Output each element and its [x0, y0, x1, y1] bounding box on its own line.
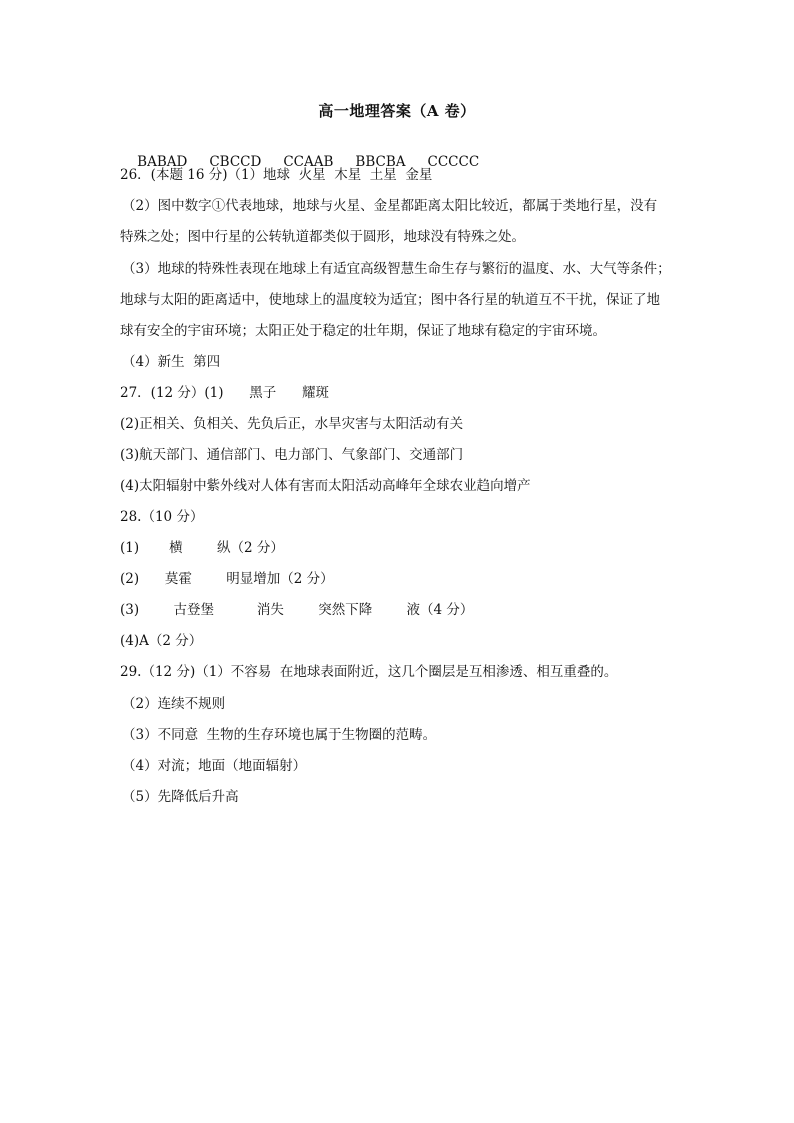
q26-part3-line1: （3）地球的特殊性表现在地球上有适宜高级智慧生命生存与繁衍的温度、水、大气等条件；	[122, 261, 671, 277]
answer-group-4: BBCBA	[355, 154, 406, 170]
q29-heading: 29.（12 分)（1）不容易 在地球表面附近，这几个圈层是互相渗透、相互重叠的。	[120, 664, 618, 680]
answer-group-2: CBCCD	[209, 154, 262, 170]
answer-group-1: BABAD	[137, 154, 188, 170]
q27-part4: (4)太阳辐射中紫外线对人体有害而太阳活动高峰年全球农业趋向增产	[120, 478, 531, 494]
q28-heading: 28.（10 分）	[120, 509, 204, 525]
q26-part3-line3: 球有安全的宇宙环境；太阳正处于稳定的壮年期，保证了地球有稳定的宇宙环境。	[120, 323, 606, 339]
q26-part3-line2: 地球与太阳的距离适中，使地球上的温度较为适宜；图中各行星的轨道互不干扰，保证了地	[120, 292, 660, 308]
q27-part3: (3)航天部门、通信部门、电力部门、气象部门、交通部门	[120, 447, 464, 463]
q29-part4: （4）对流；地面（地面辐射）	[122, 758, 307, 774]
q26-part4: （4）新生 第四	[122, 354, 221, 370]
page-title: 高一地理答案（A 卷）	[318, 102, 476, 120]
q27-heading: 27．(12 分）(1) 黑子 耀斑	[120, 385, 330, 401]
q28-part4: (4)A（2 分）	[120, 633, 203, 649]
answer-group-3: CCAAB	[283, 154, 334, 170]
q29-part5: （5）先降低后升高	[122, 789, 239, 805]
q29-part2: （2）连续不规则	[122, 696, 226, 712]
q26-part2-line1: （2）图中数字①代表地球，地球与火星、金星都距离太阳比较近，都属于类地行星，没有	[122, 198, 658, 214]
q29-part3: （3）不同意 生物的生存环境也属于生物圈的范畴。	[122, 727, 437, 743]
q28-part2: (2) 莫霍 明显增加（2 分）	[120, 571, 334, 587]
q28-part1: (1) 横 纵（2 分）	[120, 540, 284, 556]
q28-part3: (3) 古登堡 消失 突然下降 液（4 分）	[120, 602, 474, 618]
answer-group-5: CCCCC	[427, 154, 480, 170]
q26-heading: 26．(本题 16 分)（1）地球 火星 木星 土星 金星	[120, 167, 433, 183]
q26-part2-line2: 特殊之处；图中行星的公转轨道都类似于圆形，地球没有特殊之处。	[120, 229, 525, 245]
q27-part2: (2)正相关、负相关、先负后正，水旱灾害与太阳活动有关	[120, 416, 464, 432]
